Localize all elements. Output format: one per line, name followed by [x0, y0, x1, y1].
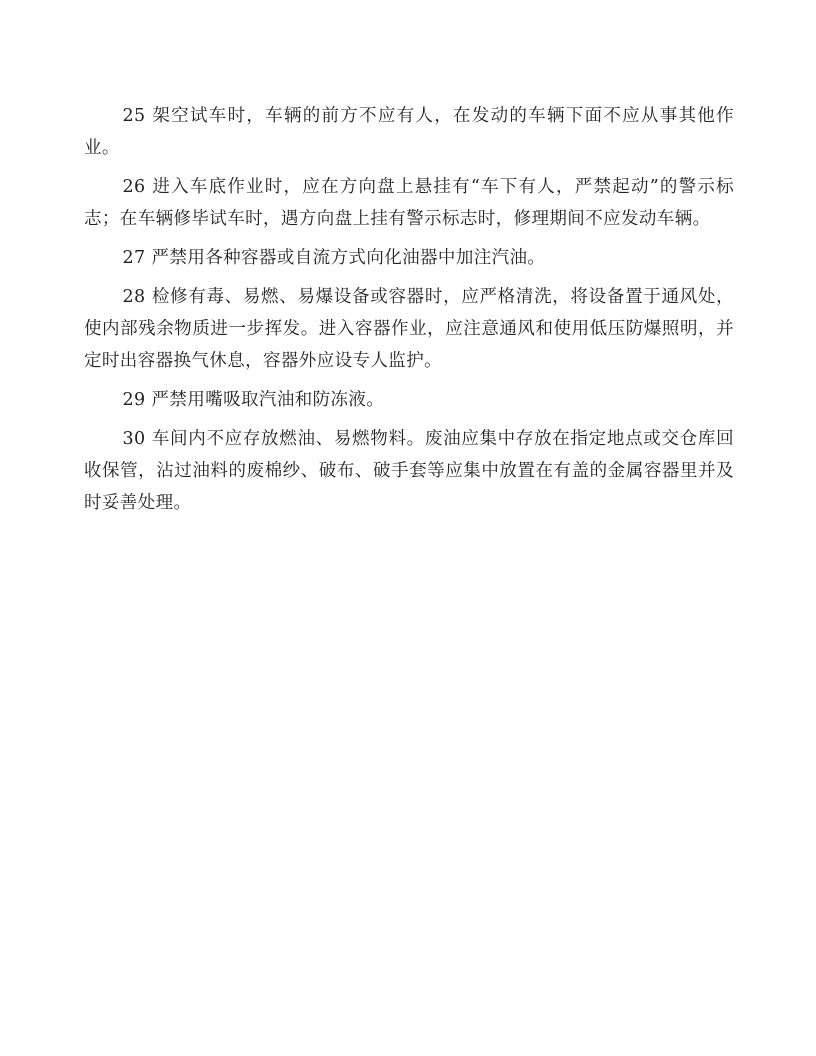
- paragraph-28: 28 检修有毒、易燃、易爆设备或容器时，应严格清洗，将设备置于通风处，使内部残余物质进一步挥发。进入容器作业，应注意通风和使用低压防爆照明，并定时出容器换气休息，容器外应设专人监护。: [84, 287, 734, 371]
- paragraph-27: 27 严禁用各种容器或自流方式向化油器中加注汽油。: [122, 248, 546, 268]
- paragraph-30: 30 车间内不应存放燃油、易燃物料。废油应集中存放在指定地点或交仓库回收保管，沾过油料的废棉纱、破布、破手套等应集中放置在有盖的金属容器里并及时妥善处理。: [84, 429, 734, 513]
- document-body: [84, 100, 734, 526]
- paragraph-25: 25 架空试车时，车辆的前方不应有人，在发动的车辆下面不应从事其他作业。: [84, 106, 734, 158]
- paragraph-29: 29 严禁用嘴吸取汽油和防冻液。: [122, 390, 385, 410]
- paragraph-26: 26 进入车底作业时，应在方向盘上悬挂有“车下有人，严禁起动”的警示标志；在车辆修毕试车时，遇方向盘上挂有警示标志时，修理期间不应发动车辆。: [84, 177, 734, 229]
